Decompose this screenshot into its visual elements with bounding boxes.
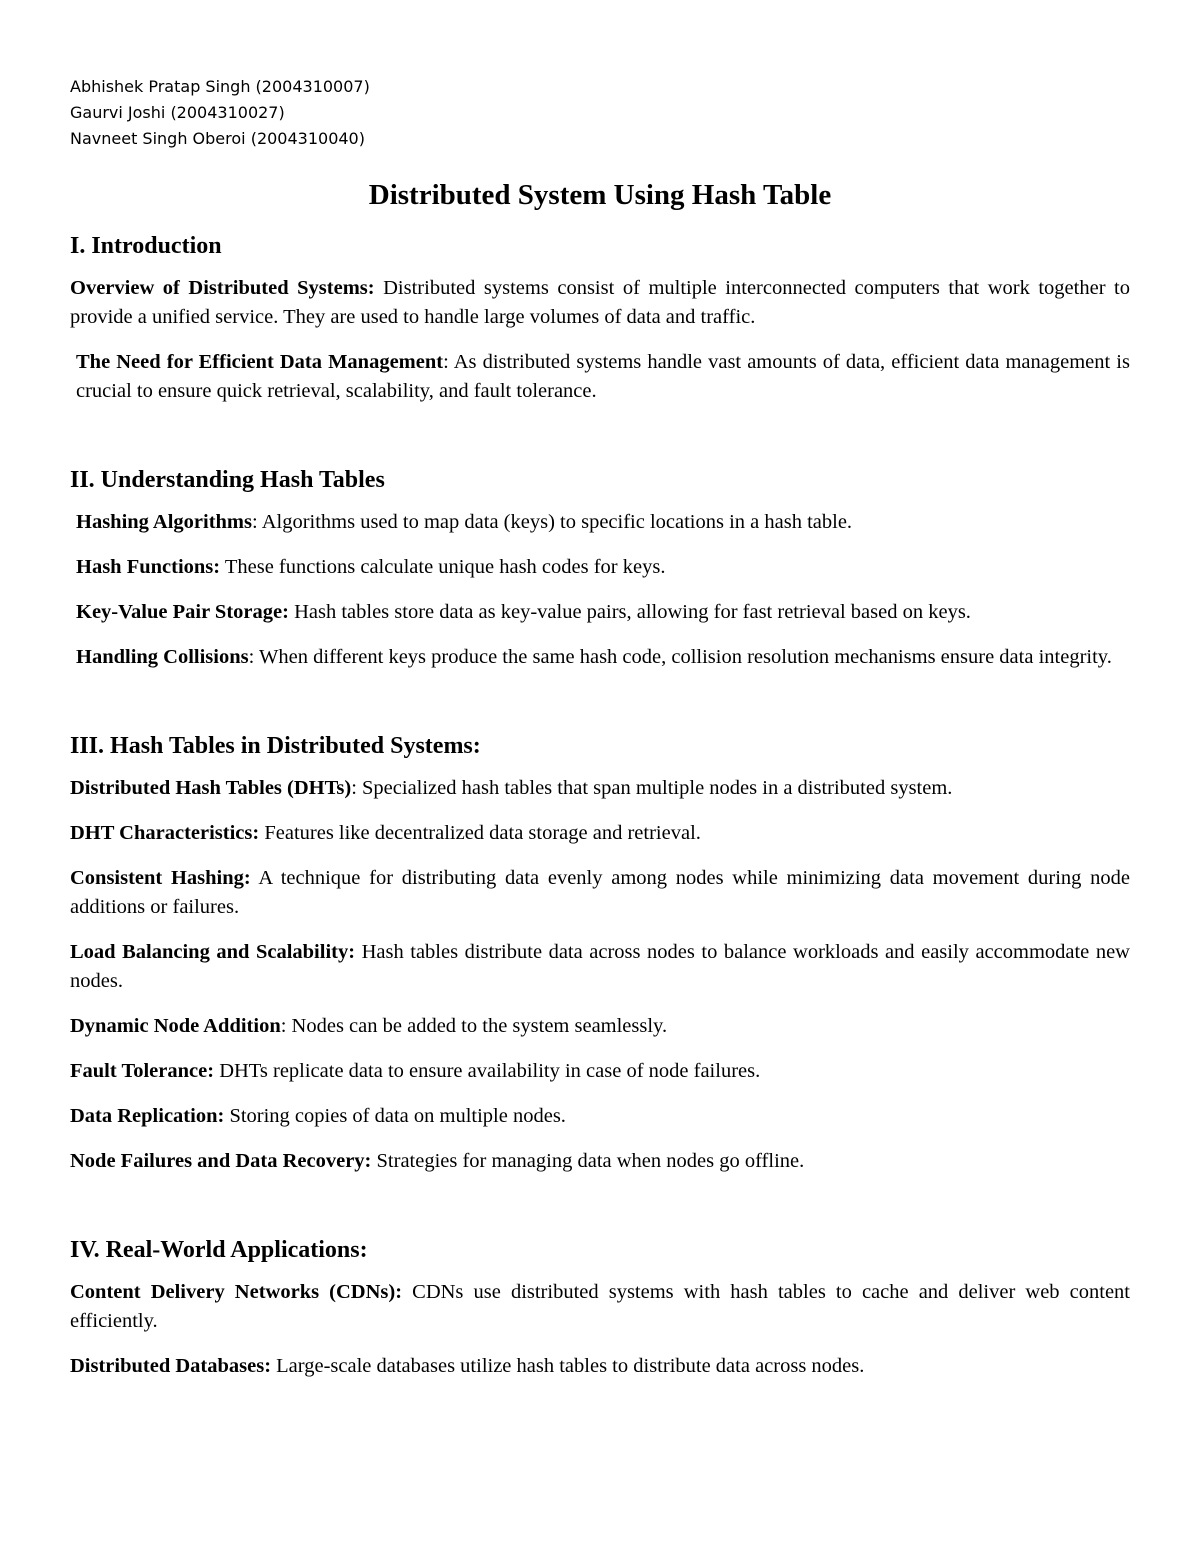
paragraph (70, 643, 1130, 672)
author-list (70, 74, 370, 152)
section-spacer (70, 422, 1130, 464)
paragraph-text: : Specialized hash tables that span multiple nodes in a distributed system. (351, 777, 953, 799)
paragraph-text: These functions calculate unique hash codes for keys. (220, 556, 666, 578)
paragraph (70, 1012, 1130, 1041)
paragraph-text: Strategies for managing data when nodes go offline. (371, 1150, 805, 1172)
paragraph (70, 1057, 1130, 1086)
paragraph-text: : Nodes can be added to the system seamlessly. (280, 1015, 668, 1037)
section-introduction (70, 230, 1130, 406)
paragraph-text: : As distributed systems handle vast amounts of data, efficient data management is crucial to ensure quick retrieval, scalability, and fault tolerance. (76, 351, 1130, 402)
paragraph (70, 508, 1130, 537)
paragraph-term: Content Delivery Networks (CDNs): (70, 1281, 403, 1303)
section-hash-tables-in-distributed-systems (70, 730, 1130, 1176)
paragraph (70, 1352, 1130, 1381)
paragraph-term: The Need for Efficient Data Management (76, 351, 444, 373)
section-heading: III. Hash Tables in Distributed Systems: (70, 733, 481, 759)
paragraph-text: Storing copies of data on multiple nodes. (224, 1105, 566, 1127)
section-spacer (70, 688, 1130, 730)
paragraph-term: Data Replication: (70, 1105, 225, 1127)
paragraph-text: Hash tables store data as key-value pairs, allowing for fast retrieval based on keys. (288, 601, 971, 623)
author-name: Abhishek Pratap Singh (2004310007) (70, 77, 370, 96)
paragraph (70, 819, 1130, 848)
section-heading: I. Introduction (70, 233, 222, 259)
paragraph (70, 1102, 1130, 1131)
paragraph-term: Dynamic Node Addition (70, 1015, 281, 1037)
paragraph-term: Fault Tolerance: (70, 1060, 215, 1082)
section-spacer (70, 1192, 1130, 1234)
document-title: Distributed System Using Hash Table (368, 179, 832, 211)
paragraph-text: : Algorithms used to map data (keys) to specific locations in a hash table. (252, 511, 853, 533)
paragraph (70, 598, 1130, 627)
paragraph-text: Features like decentralized data storage and retrieval. (259, 822, 701, 844)
paragraph (70, 938, 1130, 996)
paragraph-term: DHT Characteristics: (70, 822, 260, 844)
paragraph-term: Distributed Databases: (70, 1355, 272, 1377)
paragraph (70, 553, 1130, 582)
paragraph-term: Consistent Hashing: (70, 867, 251, 889)
paragraph-text: CDNs use distributed systems with hash tables to cache and deliver web content efficiently. (70, 1281, 1130, 1332)
paragraph-term: Handling Collisions (76, 646, 249, 668)
paragraph-term: Distributed Hash Tables (DHTs) (70, 777, 352, 799)
paragraph-term: Load Balancing and Scalability: (70, 941, 356, 963)
document-body (70, 230, 1130, 1397)
paragraph (70, 1278, 1130, 1336)
paragraph-text: : When different keys produce the same hash code, collision resolution mechanisms ensure data integrity. (248, 646, 1112, 668)
section-real-world-applications (70, 1234, 1130, 1381)
paragraph (70, 864, 1130, 922)
paragraph (70, 1147, 1130, 1176)
paragraph-text: Large-scale databases utilize hash tables to distribute data across nodes. (271, 1355, 865, 1377)
section-heading: IV. Real-World Applications: (70, 1237, 368, 1263)
section-heading: II. Understanding Hash Tables (70, 467, 385, 493)
paragraph-term: Node Failures and Data Recovery: (70, 1150, 372, 1172)
section-understanding-hash-tables (70, 464, 1130, 672)
paragraph (70, 774, 1130, 803)
paragraph-term: Overview of Distributed Systems: (70, 277, 375, 299)
paragraph-text: Hash tables distribute data across nodes to balance workloads and easily accommodate new nodes. (70, 941, 1130, 992)
paragraph (70, 274, 1130, 332)
paragraph (70, 348, 1130, 406)
paragraph-term: Hash Functions: (76, 556, 221, 578)
paragraph-text: A technique for distributing data evenly among nodes while minimizing data movement during node additions or failures. (70, 867, 1130, 918)
author-name: Navneet Singh Oberoi (2004310040) (70, 129, 365, 148)
author-name: Gaurvi Joshi (2004310027) (70, 103, 285, 122)
paragraph-term: Hashing Algorithms (76, 511, 252, 533)
paragraph-text: Distributed systems consist of multiple interconnected computers that work together to provide a unified service. They are used to handle large volumes of data and traffic. (70, 277, 1131, 328)
paragraph-text: DHTs replicate data to ensure availability in case of node failures. (214, 1060, 761, 1082)
paragraph-term: Key-Value Pair Storage: (76, 601, 289, 623)
